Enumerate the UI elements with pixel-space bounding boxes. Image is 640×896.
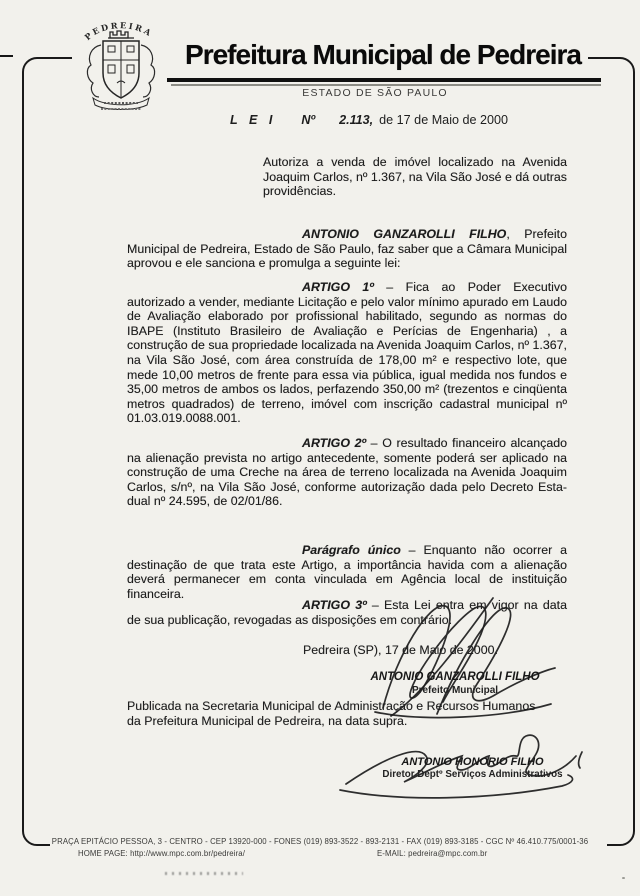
signature-prefeito-role: Prefeito Municipal xyxy=(411,685,499,696)
article-3-lead: ARTIGO 3º xyxy=(302,598,367,612)
footer-email: E-MAIL: pedreira@mpc.com.br xyxy=(377,849,488,858)
logo-ribbon-icon xyxy=(93,98,149,110)
ementa-paragraph: Autoriza a venda de imóvel localizado na Avenida Joaquim Carlos, nº 1.367, na Vila São José e dá outras providências. xyxy=(263,155,567,199)
preamble-paragraph xyxy=(127,227,567,271)
preamble-rest: , Prefeito Municipal de Pedreira, Estado de São Paulo, faz saber que a Câmara Municipal aprovou e ele sanciona e promulga a seguinte lei: xyxy=(127,227,567,271)
logo-shield-icon xyxy=(103,41,139,98)
scan-artifact-dot xyxy=(622,877,625,879)
paragrafo-unico-body: – Enquanto não ocorrer a destinação de que trata este Artigo, a importância havida com a alienação deverá permanecer em conta vinculada em Agência local de instituição financeira. xyxy=(127,543,568,601)
article-1-body: – Fica ao Poder Executivo autorizado a vender, mediante Licitação e pelo valor mínimo apurado em Laudo de Avaliação elaborado por profissional habilitado, segundo as normas do IBAPE (Instituto Brasileiro de Avaliação e Perícias de Engenharia) , a construção de sua propriedade localizada na Avenida Joaquim Carlos, nº 1.367, na Vila São José, com área construída de 178,00 m² e respectivo lote, que mede 10,00 metros de frente para essa via pública, igual medida nos fundos e 35,00 metros de ambos os lados, perfazendo 350,00 m² (trezentos e cinqüenta metros quadrados) de terreno, imóvel com inscrição cadastral municipal nº 01.03.019.0088.001. xyxy=(127,280,567,426)
signature-diretor-role: Diretor Deptº Serviços Administrativos xyxy=(382,769,563,780)
law-heading-number: 2.113, xyxy=(339,113,374,127)
publication-note-line2: da Prefeitura Municipal de Pedreira, na data supra. xyxy=(127,713,408,728)
article-3-body: – Esta Lei entra em vigor na data de sua publicação, revogadas as disposições em contrário. xyxy=(127,598,567,627)
law-heading-number-label: Nº xyxy=(301,113,316,127)
article-2-lead: ARTIGO 2º xyxy=(302,436,367,450)
publication-note xyxy=(127,699,579,729)
pedreira-coat-of-arms-logo xyxy=(74,13,168,111)
paragrafo-unico-lead: Parágrafo único xyxy=(302,543,401,557)
title-underline-thick xyxy=(167,78,601,82)
article-2-body: – O resultado financeiro alcançado na alienação prevista no artigo antecedente, somente poderá ser aplicado na construção de uma Creche na área de terreno localizada na Avenida Joaquim Carlos, s/nº, na Vila São José, conforme autorização dada pelo Decreto Estadual nº 24.595, de 02/01/86. xyxy=(127,436,567,509)
page-title: Prefeitura Municipal de Pedreira xyxy=(185,39,581,70)
signature-diretor-name: ANTONIO HONORIO FILHO xyxy=(401,756,544,768)
article-1-paragraph xyxy=(127,280,567,426)
edge-mark-top-left xyxy=(0,55,13,57)
publication-note-line1: Publicada na Secretaria Municipal de Administração e Recursos Humanos xyxy=(127,699,536,713)
signature-prefeito-name: ANTONIO GANZAROLLI FILHO xyxy=(370,671,540,683)
article-2-paragraph xyxy=(127,436,567,509)
footer-homepage: HOME PAGE: http://www.mpc.com.br/pedreira/ xyxy=(78,849,245,858)
dateline: Pedreira (SP), 17 de Maio de 2000. xyxy=(303,643,498,657)
footer-address-line: PRAÇA EPITÁCIO PESSOA, 3 - CENTRO - CEP 13920-000 - FONES (019) 893-3522 - 893-2131 - FAX (019) 893-3185 - CGC Nº 46.410.775/0001-36 xyxy=(51,837,589,846)
logo-arc-text: PEDREIRA xyxy=(82,20,155,43)
law-heading xyxy=(230,113,508,127)
scan-artifact-smudge xyxy=(165,872,243,875)
page-subtitle: ESTADO DE SÃO PAULO xyxy=(302,87,448,99)
law-heading-date: de 17 de Maio de 2000 xyxy=(379,113,509,127)
law-heading-lei: L E I xyxy=(230,113,277,127)
article-1-lead: ARTIGO 1º xyxy=(302,280,374,294)
header xyxy=(165,39,601,71)
preamble-lead: ANTONIO GANZAROLLI FILHO xyxy=(302,227,507,241)
title-underline-thin xyxy=(171,84,601,86)
signature-diretor-scribble xyxy=(330,728,590,808)
logo-crown-icon xyxy=(108,31,134,38)
